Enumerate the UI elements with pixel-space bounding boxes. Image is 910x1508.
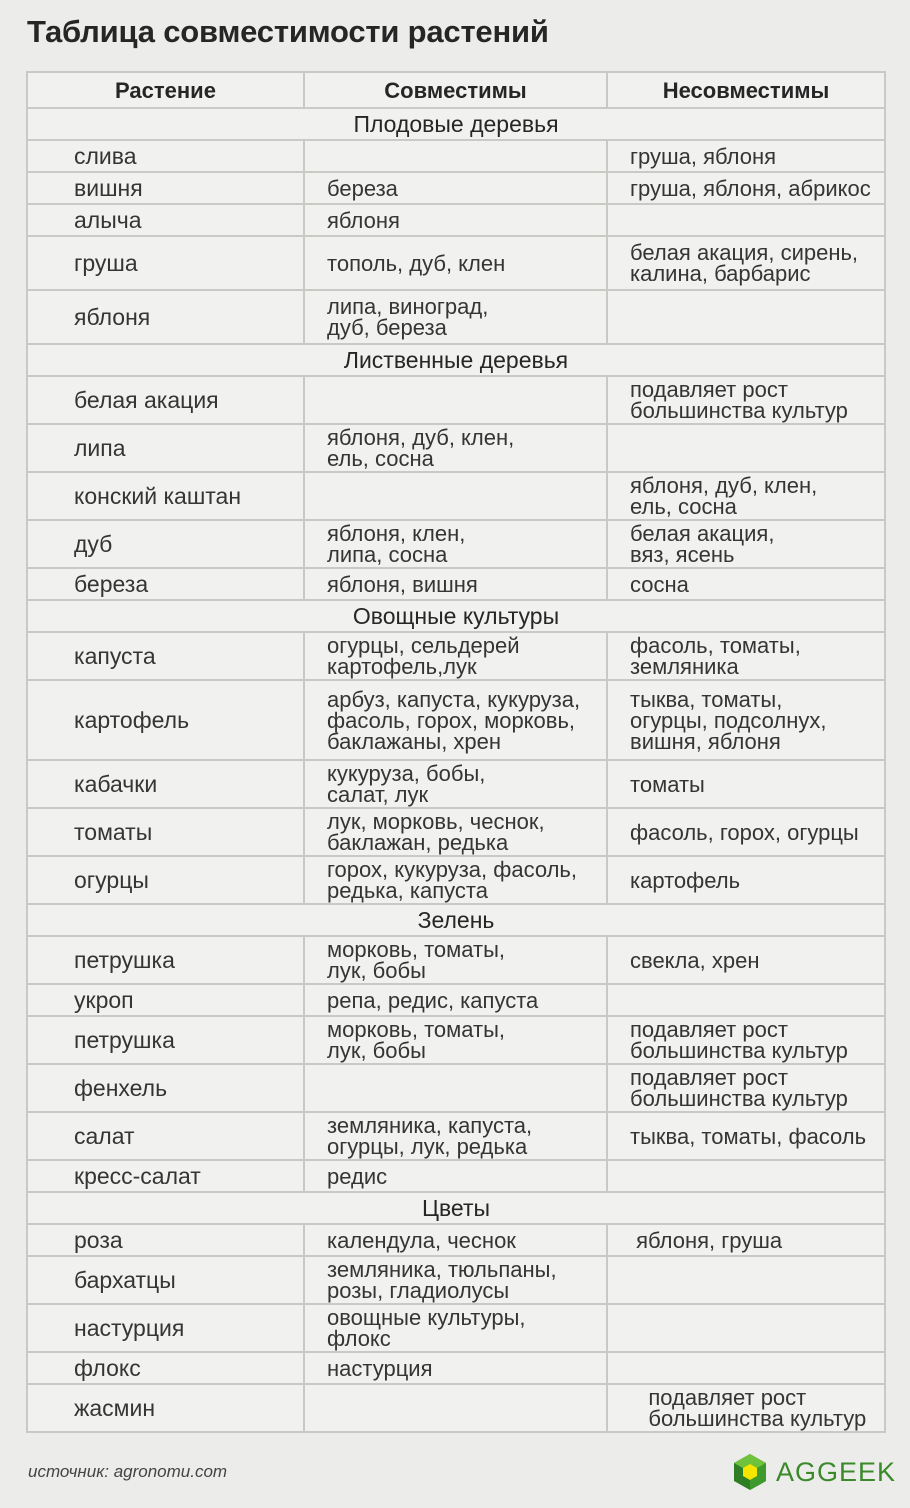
compatible-cell: [304, 1064, 607, 1112]
table-row: [27, 808, 885, 856]
header-incompatible: Несовместимы: [607, 72, 885, 108]
compatible-cell: огурцы, сельдерей картофель,лук: [304, 632, 607, 680]
compatible-cell: яблоня, клен, липа, сосна: [304, 520, 607, 568]
plant-cell: бархатцы: [27, 1256, 304, 1304]
plant-cell: береза: [27, 568, 304, 600]
plant-cell: конский каштан: [27, 472, 304, 520]
table-row: [27, 424, 885, 472]
plant-cell: укроп: [27, 984, 304, 1016]
header-row: [27, 72, 885, 108]
incompatible-cell: сосна: [607, 568, 885, 600]
table-row: [27, 1224, 885, 1256]
table-row: [27, 472, 885, 520]
compatible-cell: кукуруза, бобы, салат, лук: [304, 760, 607, 808]
incompatible-cell: подавляет рост большинства культур: [607, 1384, 885, 1432]
incompatible-cell: тыква, томаты, огурцы, подсолнух, вишня, яблоня: [607, 680, 885, 760]
category-row: [27, 1192, 885, 1224]
table-row: [27, 140, 885, 172]
compatible-cell: редис: [304, 1160, 607, 1192]
category-label: Плодовые деревья: [27, 108, 885, 140]
category-row: [27, 904, 885, 936]
plant-cell: капуста: [27, 632, 304, 680]
incompatible-cell: [607, 1304, 885, 1352]
category-label: Зелень: [27, 904, 885, 936]
incompatible-cell: яблоня, дуб, клен, ель, сосна: [607, 472, 885, 520]
plant-cell: настурция: [27, 1304, 304, 1352]
header-compatible: Совместимы: [304, 72, 607, 108]
plant-cell: вишня: [27, 172, 304, 204]
table-row: [27, 568, 885, 600]
compatible-cell: земляника, тюльпаны, розы, гладиолусы: [304, 1256, 607, 1304]
category-label: Цветы: [27, 1192, 885, 1224]
plant-cell: салат: [27, 1112, 304, 1160]
compatible-cell: морковь, томаты, лук, бобы: [304, 936, 607, 984]
table-row: [27, 1304, 885, 1352]
incompatible-cell: подавляет рост большинства культур: [607, 1016, 885, 1064]
aggeek-logo-icon: [732, 1453, 768, 1491]
incompatible-cell: [607, 984, 885, 1016]
incompatible-cell: фасоль, томаты, земляника: [607, 632, 885, 680]
plant-cell: огурцы: [27, 856, 304, 904]
plant-cell: груша: [27, 236, 304, 290]
compatible-cell: календула, чеснок: [304, 1224, 607, 1256]
source-credit: источник: agronomu.com: [28, 1462, 228, 1481]
plant-cell: липа: [27, 424, 304, 472]
table-row: [27, 984, 885, 1016]
compatible-cell: овощные культуры, флокс: [304, 1304, 607, 1352]
compatible-cell: [304, 1384, 607, 1432]
plant-cell: томаты: [27, 808, 304, 856]
category-row: [27, 108, 885, 140]
incompatible-cell: [607, 424, 885, 472]
compatible-cell: горох, кукуруза, фасоль, редька, капуста: [304, 856, 607, 904]
table-row: [27, 1256, 885, 1304]
table-row: [27, 204, 885, 236]
plant-cell: роза: [27, 1224, 304, 1256]
table-row: [27, 1112, 885, 1160]
header-plant: Растение: [27, 72, 304, 108]
table-row: [27, 632, 885, 680]
compatible-cell: арбуз, капуста, кукуруза, фасоль, горох, морковь, баклажаны, хрен: [304, 680, 607, 760]
incompatible-cell: [607, 1256, 885, 1304]
plant-cell: дуб: [27, 520, 304, 568]
table-row: [27, 1384, 885, 1432]
plant-cell: флокс: [27, 1352, 304, 1384]
table-row: [27, 1160, 885, 1192]
plant-cell: слива: [27, 140, 304, 172]
incompatible-cell: [607, 1352, 885, 1384]
incompatible-cell: картофель: [607, 856, 885, 904]
incompatible-cell: яблоня, груша: [607, 1224, 885, 1256]
incompatible-cell: томаты: [607, 760, 885, 808]
table-row: [27, 856, 885, 904]
compatible-cell: яблоня, вишня: [304, 568, 607, 600]
table-row: [27, 1064, 885, 1112]
category-row: [27, 344, 885, 376]
compatible-cell: лук, морковь, чеснок, баклажан, редька: [304, 808, 607, 856]
table-row: [27, 680, 885, 760]
plant-cell: алыча: [27, 204, 304, 236]
page-title: Таблица совместимости растений: [27, 14, 549, 49]
incompatible-cell: белая акация, сирень, калина, барбарис: [607, 236, 885, 290]
incompatible-cell: тыква, томаты, фасоль: [607, 1112, 885, 1160]
plant-cell: петрушка: [27, 936, 304, 984]
plant-cell: кабачки: [27, 760, 304, 808]
plant-cell: яблоня: [27, 290, 304, 344]
compatible-cell: земляника, капуста, огурцы, лук, редька: [304, 1112, 607, 1160]
aggeek-logo[interactable]: [732, 1453, 896, 1491]
compatibility-table: [26, 71, 886, 1433]
plant-cell: фенхель: [27, 1064, 304, 1112]
table-row: [27, 376, 885, 424]
category-label: Овощные культуры: [27, 600, 885, 632]
compatible-cell: тополь, дуб, клен: [304, 236, 607, 290]
table-row: [27, 1352, 885, 1384]
incompatible-cell: груша, яблоня, абрикос: [607, 172, 885, 204]
category-row: [27, 600, 885, 632]
incompatible-cell: свекла, хрен: [607, 936, 885, 984]
compatible-cell: [304, 140, 607, 172]
compatible-cell: [304, 376, 607, 424]
compatible-cell: береза: [304, 172, 607, 204]
aggeek-logo-text: AGGEEK: [776, 1456, 897, 1487]
plant-cell: кресс-салат: [27, 1160, 304, 1192]
incompatible-cell: фасоль, горох, огурцы: [607, 808, 885, 856]
incompatible-cell: белая акация, вяз, ясень: [607, 520, 885, 568]
incompatible-cell: подавляет рост большинства культур: [607, 376, 885, 424]
plant-cell: жасмин: [27, 1384, 304, 1432]
compatible-cell: [304, 472, 607, 520]
incompatible-cell: [607, 1160, 885, 1192]
plant-cell: белая акация: [27, 376, 304, 424]
table-row: [27, 290, 885, 344]
table-row: [27, 760, 885, 808]
compatible-cell: яблоня, дуб, клен, ель, сосна: [304, 424, 607, 472]
compatible-cell: липа, виноград, дуб, береза: [304, 290, 607, 344]
compatible-cell: настурция: [304, 1352, 607, 1384]
table-row: [27, 520, 885, 568]
compatible-cell: яблоня: [304, 204, 607, 236]
incompatible-cell: подавляет рост большинства культур: [607, 1064, 885, 1112]
incompatible-cell: [607, 204, 885, 236]
compatible-cell: репа, редис, капуста: [304, 984, 607, 1016]
category-label: Лиственные деревья: [27, 344, 885, 376]
table-row: [27, 936, 885, 984]
compatible-cell: морковь, томаты, лук, бобы: [304, 1016, 607, 1064]
plant-cell: картофель: [27, 680, 304, 760]
table-body: [27, 108, 885, 1432]
plant-cell: петрушка: [27, 1016, 304, 1064]
incompatible-cell: груша, яблоня: [607, 140, 885, 172]
table-row: [27, 236, 885, 290]
table-row: [27, 172, 885, 204]
table-row: [27, 1016, 885, 1064]
incompatible-cell: [607, 290, 885, 344]
